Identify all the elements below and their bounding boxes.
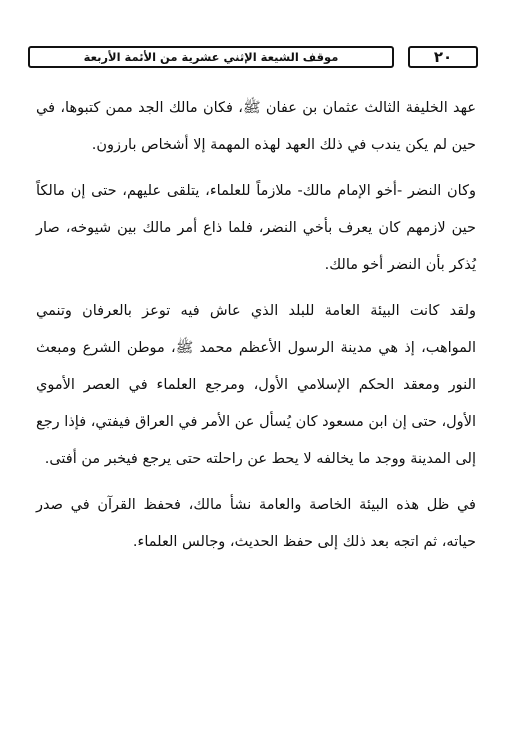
running-title: موقف الشيعة الإثني عشرية من الأئمة الأربعة: [28, 46, 394, 68]
paragraph: ولقد كانت البيئة العامة للبلد الذي عاش فيه توعز بالعرفان وتنمي المواهب، إذ هي مدينة الرسول الأعظم محمد ﷺ، موطن الشرع ومبعث النور ومعقد الحكم الإسلامي الأول، ومرجع العلماء في العصر الأموي الأول، حتى إن ابن مسعود كان يُسأل عن الأمر في العراق فيفتي، فإذا رجع إلى المدينة ووجد ما يخالفه لا يحط عن راحلته حتى يرجع فيخبر من أفتى.: [36, 303, 476, 467]
body-text: [36, 90, 476, 570]
page-header: [28, 46, 478, 70]
paragraph: في ظل هذه البيئة الخاصة والعامة نشأ مالك، فحفظ القرآن في صدر حياته، ثم اتجه بعد ذلك إلى حفظ الحديث، وجالس العلماء.: [36, 497, 476, 550]
paragraph: عهد الخليفة الثالث عثمان بن عفان ﷺ، فكان مالك الجد ممن كتبوها، في حين لم يكن يندب في ذلك العهد لهذه المهمة إلا أشخاص بارزون.: [36, 100, 476, 153]
paragraph: وكان النضر -أخو الإمام مالك- ملازماً للعلماء، يتلقى عليهم، حتى إن مالكاً حين لازمهم كان يعرف بأخي النضر، فلما ذاع أمر مالك بين شيوخه، صار يُذكر بأن النضر أخو مالك.: [36, 183, 476, 273]
page-number: ٢٠: [408, 46, 478, 68]
